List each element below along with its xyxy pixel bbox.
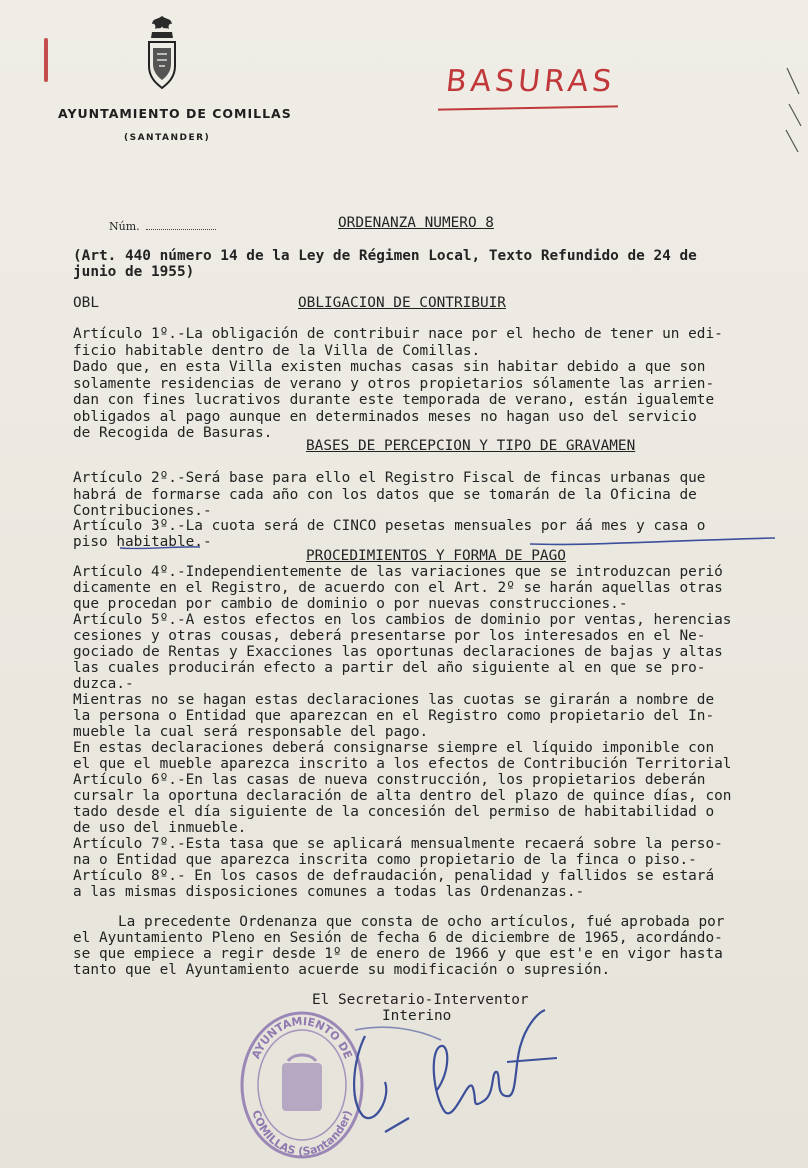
- body-line: Contribuciones.-: [73, 503, 212, 519]
- municipality-name: AYUNTAMIENTO DE COMILLAS: [58, 106, 292, 121]
- blue-underline-mark: [530, 534, 775, 548]
- stamp-text-top: AYUNTAMIENTO DE: [249, 1014, 355, 1061]
- body-line: Artículo 5º.-A estos efectos en los cambios de dominio por ventas, herencias: [73, 612, 732, 628]
- section3-heading: PROCEDIMIENTOS Y FORMA DE PAGO: [306, 548, 566, 564]
- signatory-subtitle: Interino: [382, 1008, 452, 1024]
- body-line: Artículo 2º.-Será base para ello el Registro Fiscal de fincas urbanas que: [73, 470, 706, 486]
- body-line: Artículo 1º.-La obligación de contribuir nace por el hecho de tener un edi-: [73, 326, 723, 342]
- coat-of-arms-icon: [143, 14, 181, 92]
- body-line: de uso del inmueble.: [73, 820, 247, 836]
- body-line: mueble la cual será responsable del pago.: [73, 724, 429, 740]
- body-line: Dado que, en esta Villa existen muchas casas sin habitar debido a que son: [73, 359, 706, 375]
- reference-line-1: (Art. 440 número 14 de la Ley de Régimen Local, Texto Refundido de 24 de: [73, 248, 697, 264]
- body-line: dan con fines lucrativos durante este temporada de verano, están igualemte: [73, 392, 715, 408]
- body-line: dicamente en el Registro, de acuerdo con el Art. 2º se harán aquellas otras: [73, 580, 723, 596]
- body-line: Artículo 7º.-Esta tasa que se aplicará mensualmente recaerá sobre la perso-: [73, 836, 723, 852]
- body-line: gociado de Rentas y Exacciones las oportunas declaraciones de bajas y altas: [73, 644, 723, 660]
- stamp-text-bottom: COMILLAS (Santander): [249, 1108, 355, 1159]
- number-field: [109, 220, 216, 233]
- body-line: Artículo 8º.- En los casos de defraudación, penalidad y fallidos se estará: [73, 868, 715, 884]
- body-line: piso habitable.-: [73, 534, 212, 550]
- body-line: a las mismas disposiciones comunes a todas las Ordenanzas.-: [73, 884, 585, 900]
- closing-line: se que empiece a regir desde 1º de enero de 1966 y que est'e en vigor hasta: [73, 946, 723, 962]
- body-line: duzca.-: [73, 676, 134, 692]
- body-line: ficio habitable dentro de la Villa de Comillas.: [73, 343, 481, 359]
- body-line: obligados al pago aunque en determinados meses no hagan uso del servicio: [73, 409, 697, 425]
- body-line: habrá de formarse cada año con los datos que se tomarán de la Oficina de: [73, 487, 697, 503]
- document-title: ORDENANZA NUMERO 8: [338, 215, 494, 231]
- section2-heading: BASES DE PERCEPCION Y TIPO DE GRAVAMEN: [306, 438, 636, 454]
- handwritten-label: BASURAS: [444, 64, 618, 99]
- blue-underline-mark: [120, 544, 200, 552]
- body-line: Artículo 6º.-En las casas de nueva construcción, los propietarios deberán: [73, 772, 706, 788]
- handwritten-underline: [438, 105, 618, 110]
- signature-scribble: [345, 1000, 560, 1140]
- body-line: cesiones y otras cousas, deberá presentarse por los interesados en el Ne-: [73, 628, 706, 644]
- body-line: na o Entidad que aparezca inscrita como propietario de la finca o piso.-: [73, 852, 697, 868]
- body-line: de Recogida de Basuras.: [73, 425, 273, 441]
- body-line: Artículo 3º.-La cuota será de CINCO pesetas mensuales por áá mes y casa o: [73, 518, 706, 534]
- body-line: En estas declaraciones deberá consignarse siempre el líquido imponible con: [73, 740, 715, 756]
- body-line: tado desde el día siguiente de la concesión del permiso de habitabilidad o: [73, 804, 715, 820]
- number-dotted-line: [146, 229, 216, 230]
- section-prefix: OBL: [73, 295, 99, 311]
- corner-pencil-marks: [783, 64, 805, 154]
- body-line: el que el mueble aparezca inscrito a los efectos de Contribución Territorial: [73, 756, 732, 772]
- body-line: Artículo 4º.-Independientemente de las variaciones que se introduzcan perió: [73, 564, 723, 580]
- closing-line: tanto que el Ayuntamiento acuerde su modificación o supresión.: [73, 962, 611, 978]
- reference-line-2: junio de 1955): [73, 264, 195, 280]
- red-pencil-mark: [44, 38, 48, 82]
- section1-heading: OBLIGACION DE CONTRIBUIR: [298, 295, 506, 311]
- body-line: solamente residencias de verano y otros propietarios sólamente las arrien-: [73, 376, 715, 392]
- body-line: que procedan por cambio de dominio o por nuevas construcciones.-: [73, 596, 628, 612]
- closing-line: La precedente Ordenanza que consta de ocho artículos, fué aprobada por: [118, 914, 725, 930]
- province-name: (SANTANDER): [124, 133, 211, 143]
- number-label: Núm.: [109, 220, 140, 233]
- closing-line: el Ayuntamiento Pleno en Sesión de fecha 6 de diciembre de 1965, acordándo-: [73, 930, 723, 946]
- body-line: cursalr la oportuna declaración de alta dentro del plazo de quince días, con: [73, 788, 732, 804]
- signatory-title: El Secretario-Interventor: [312, 992, 529, 1008]
- body-line: Mientras no se hagan estas declaraciones las cuotas se girarán a nombre de: [73, 692, 715, 708]
- body-line: las cuales producirán efecto a partir del año siguiente al en que se pro-: [73, 660, 706, 676]
- body-line: la persona o Entidad que aparezcan en el Registro como propietario del In-: [73, 708, 715, 724]
